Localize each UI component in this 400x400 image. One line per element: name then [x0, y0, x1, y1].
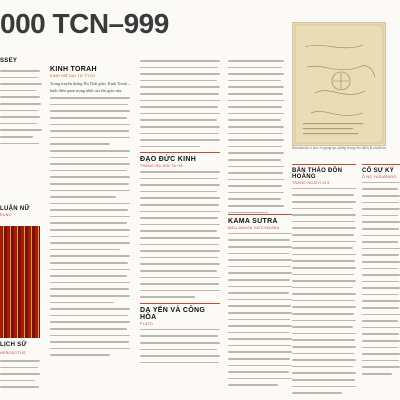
- section-text2: [140, 329, 220, 364]
- left-column-text2: [0, 360, 40, 393]
- column-dao-duc-kinh: [140, 60, 220, 368]
- left-column-text: [0, 70, 44, 144]
- section-title: BẢN THẢO ĐỒN HOÀNG: [292, 167, 343, 180]
- section-title2: DẠ YẾN VÀ CÔNG HÒA: [140, 306, 206, 321]
- column-kinh-torah: [50, 66, 130, 361]
- section-subtitle: MALLANAGA VATSYAYANA: [228, 225, 280, 230]
- section-title: CỔ SỰ KÝ: [362, 167, 395, 174]
- section-text: [292, 188, 356, 394]
- section-title: ĐẠO ĐỨC KINH: [140, 156, 197, 164]
- section-title: KAMA SUTRA: [228, 217, 278, 225]
- manuscript-caption: Aminimeda et sine it ngạng qu, tương trong cho thiên kì anaheim: [292, 146, 386, 150]
- section-rule: [140, 303, 220, 304]
- manuscript-drawing: [293, 23, 385, 145]
- left-column: [0, 58, 44, 149]
- section-text: [228, 233, 292, 386]
- section-title: LUẬN NỮ: [0, 206, 30, 212]
- column-co-su-ky: [362, 160, 400, 380]
- illuminated-manuscript-image: [0, 226, 40, 338]
- left-column-small2: HERODOTUS: [0, 351, 26, 355]
- section-title: KINH TORAH: [50, 66, 97, 73]
- section-text-top: [140, 60, 220, 147]
- page-headline: 000 TCN–999: [0, 8, 169, 39]
- section-text: [50, 97, 130, 356]
- section-rule: [292, 164, 356, 165]
- section-luan-nu: [0, 206, 40, 220]
- section-subtitle: KINH HIỆ DÁI TỪ TTCH: [50, 74, 96, 78]
- section-intro: Trong truyền thống Do Thái giáo, Kinh Torah – kinh điển quan trọng nhất của tôn giáo này.: [50, 81, 130, 93]
- section-kama-sutra: [228, 210, 292, 391]
- left-column-title: SSEY: [0, 58, 18, 64]
- section-text: [140, 171, 220, 298]
- column-4-text: [228, 60, 284, 218]
- section-subtitle2: PLATO: [140, 321, 153, 326]
- left-column-title2: LỊCH SỬ: [0, 342, 27, 348]
- section-subtitle: Ô NO YASUMARO: [362, 174, 397, 179]
- section-subtitle: TRANG MA MIN TA HÀ: [140, 164, 183, 169]
- section-rule: [140, 152, 220, 153]
- section-text: [362, 182, 400, 375]
- dunhuang-manuscript-image: [292, 22, 386, 146]
- section-subtitle: RUNO: [0, 213, 12, 217]
- section-rule: [228, 214, 292, 215]
- section-rule: [362, 164, 400, 165]
- section-subtitle: TRANG NGATH 613: [292, 180, 330, 185]
- column-ban-thao-don-hoang: [292, 160, 356, 399]
